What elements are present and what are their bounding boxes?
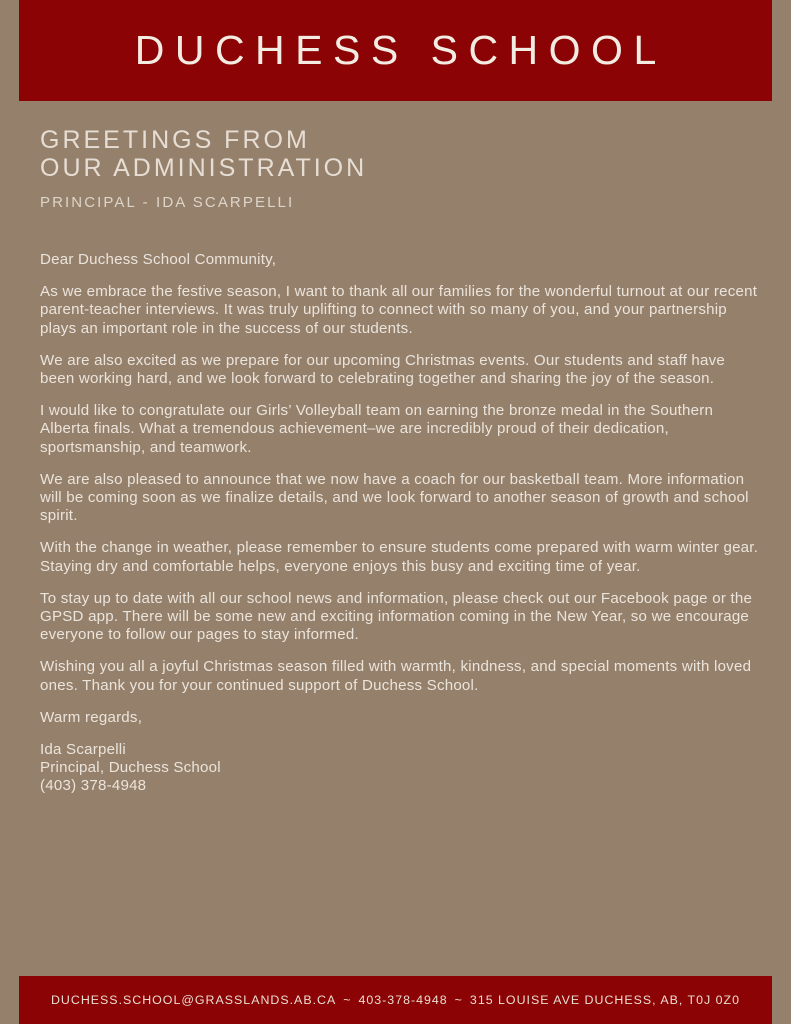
signature-name: Ida Scarpelli (40, 741, 126, 759)
letter-paragraph: We are also pleased to announce that we now have a coach for our basketball team. More information will be coming soon as we finalize details, and we look forward to another season of growth and school spirit. (40, 470, 749, 525)
footer-separator-icon: ~ (343, 992, 352, 1007)
letter-paragraph: I would like to congratulate our Girls’ Volleyball team on earning the bronze medal in the Southern Alberta finals. What a tremendous achievement–we are incredibly proud of their dedication, sportsmanship, and teamwork. (40, 402, 714, 456)
letter-paragraph: To stay up to date with all our school news and information, please check out our Facebook page or the GPSD app. There will be some new and exciting information coming in the New Year, so we encourage everyone to follow our pages to stay informed. (40, 589, 753, 644)
letter-paragraph: Wishing you all a joyful Christmas season filled with warmth, kindness, and special moments with loved ones. Thank you for your continued support of Duchess School. (40, 658, 752, 694)
signature-title: Principal, Duchess School (40, 759, 221, 777)
footer-separator-icon: ~ (454, 992, 463, 1007)
footer-phone[interactable]: 403-378-4948 (358, 992, 448, 1007)
footer-email[interactable]: DUCHESS.SCHOOL@GRASSLANDS.AB.CA (50, 992, 337, 1007)
letter-closing: Warm regards, (40, 708, 143, 726)
principal-subtitle: PRINCIPAL - IDA SCARPELLI (40, 194, 295, 211)
footer-contact-line (51, 994, 740, 1006)
school-header-banner (19, 0, 772, 101)
letter-body (40, 251, 760, 796)
masthead (40, 126, 760, 213)
greeting-heading-line-1: GREETINGS FROM (40, 126, 310, 154)
greeting-heading-line-2: OUR ADMINISTRATION (40, 154, 368, 182)
signature-block (40, 741, 760, 796)
letter-paragraph: As we embrace the festive season, I want to thank all our families for the wonderful turnout at our recent parent-teacher interviews. It was truly uplifting to connect with so many of you, and your partnership plays an important role in the success of our students. (40, 283, 758, 337)
school-name-title: DUCHESS SCHOOL (134, 27, 667, 73)
letter-paragraph: We are also excited as we prepare for our upcoming Christmas events. Our students and staff have been working hard, and we look forward to celebrating together and sharing the joy of the season. (40, 351, 726, 388)
contact-footer-banner (19, 976, 772, 1024)
letter-paragraph: With the change in weather, please remember to ensure students come prepared with warm winter gear. Staying dry and comfortable helps, everyone enjoys this busy and exciting time of year. (40, 539, 759, 575)
signature-phone: (403) 378-4948 (40, 777, 147, 795)
letter-salutation: Dear Duchess School Community, (40, 251, 277, 268)
footer-address: 315 LOUISE AVE DUCHESS, AB, T0J 0Z0 (469, 992, 740, 1007)
